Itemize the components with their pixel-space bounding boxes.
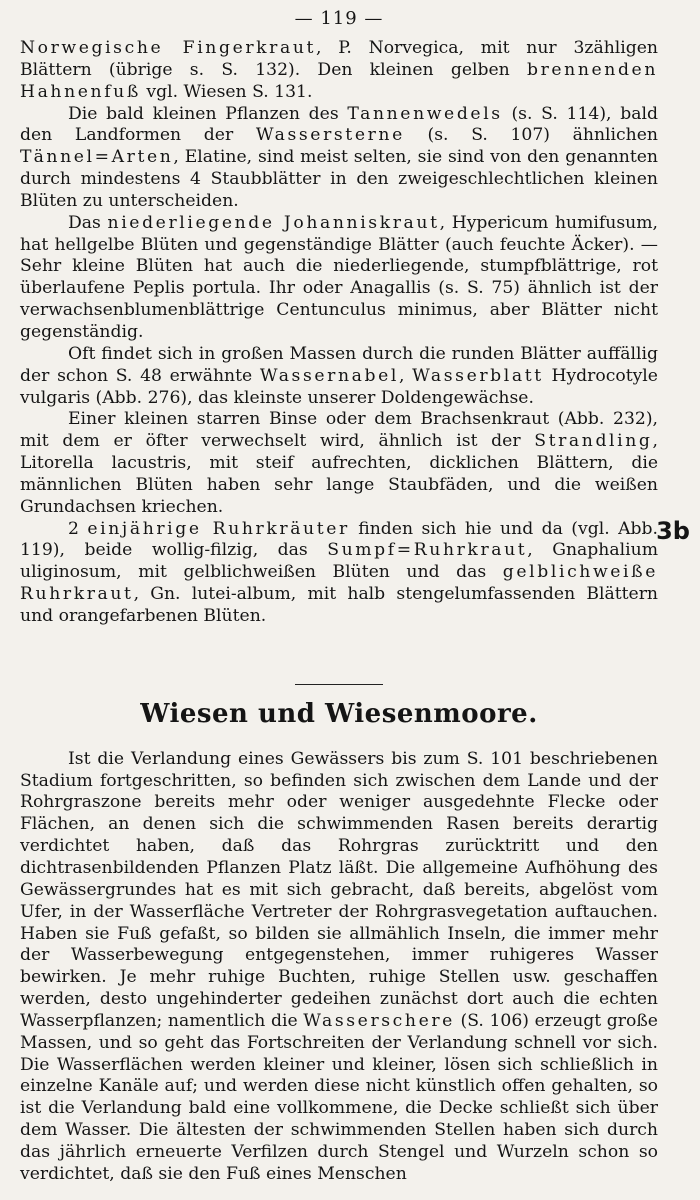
body-text: Oft findet sich in großen Massen durch die runden Blätter auffällig der schon S. 48 erwähnte [20,343,658,386]
section-divider [295,684,383,685]
paragraph-ruhrkraeuter [20,519,658,628]
body-text: , Litorella lacustris, mit steif aufrechten, dicklichen Blättern, die männlichen Blüten haben sehr lange Staubfäden, und die weißen Grundachsen kriechen. [20,431,658,517]
body-text: Das [68,212,108,233]
paragraph-norwegian-cinquefoil [20,38,658,104]
body-text: Hydrocotyle vulgaris (Abb. 276), das kleinste unserer Doldengewächse. [20,365,658,408]
body-text: , [398,365,413,386]
spaced-term: Wasserblatt [412,365,544,386]
section-heading: Wiesen und Wiesenmoore. [140,698,538,729]
spaced-term: einjährige Ruhrkräuter [87,518,350,539]
spaced-term: Sumpf=Ruhrkraut [327,540,528,561]
spaced-term: Wassernabel [259,365,399,386]
spaced-term: niederliegende Johanniskraut [107,212,440,233]
paragraph-wassernabel [20,344,658,410]
body-text: (s. S. 114), bald den Landformen der [20,103,658,146]
margin-note: 3b [656,517,690,545]
spaced-term: Norwegische Fingerkraut [20,38,317,58]
body-text: 2 [68,518,88,539]
body-text: vgl. Wiesen S. 131. [140,81,313,102]
spaced-term: Tannenwedels [347,103,503,124]
body-text: , P. Norvegica, mit nur 3zähligen Blättern (übrige s. S. 132). Den kleinen gelben [20,38,658,80]
body-text: (S. 106) erzeugt große Massen, und so geht das Fortschreiten der Verlandung schnell vor sich. Die Wasserflächen werden kleiner und kleiner, lösen sich schließlich in einzelne Kanäle auf; und werden diese nicht künstlich offen gehalten, so ist die Verlandung bald eine vollkommene, die Decke schließt sich über dem Wasser. Die ältesten der schwimmenden Stellen haben sich durch das jährlich erneuerte Verfilzen durch Stengel und Wurzeln schon so verdichtet, daß sie den Fuß eines Menschen [20,1010,658,1184]
paragraph-tannenwedel [20,104,658,213]
spaced-term: Tännel=Arten [20,147,174,168]
body-text: , Elatine, sind meist selten, sie sind von den genannten durch mindestens 4 Staubblätter in den zweigeschlechtlichen kleinen Blüten zu unterscheiden. [20,147,658,211]
body-text: (s. S. 107) ähnlichen [404,125,658,146]
spaced-term: gelblichweiße Ruhrkraut [20,562,658,605]
paragraph-strandling [20,409,658,518]
body-text: , Gn. lutei-album, mit halb stengelumfassenden Blättern und orangefarbenen Blüten. [20,584,658,626]
paragraph-verlandung [20,749,658,1186]
paragraph-johanniskraut [20,213,658,344]
body-text: finden sich hie und da (vgl. Abb. 119), beide wollig-filzig, das [20,518,658,561]
body-text: , Hypericum humifusum, hat hellgelbe Blüten und gegenständige Blätter (auch feuchte Äcker). — Sehr kleine Blüten hat auch die niederliegende, stumpfblättrige, rot überlaufene Peplis portula. Ihr oder Anagallis (s. S. 75) ähnlich ist der verwachsenblumenblättrige Centunculus minimus, aber Blätter nicht gegenständig. [20,212,659,342]
spaced-term: brennenden Hahnenfuß [20,59,658,102]
body-text: , Gnaphalium uliginosum, mit gelblichweißen Blüten und das [20,540,658,583]
spaced-term: Wasserschere [303,1010,455,1031]
body-text: Die bald kleinen Pflanzen des [68,103,348,124]
spaced-term: Wassersterne [255,125,405,146]
body-text: Ist die Verlandung eines Gewässers bis zum S. 101 beschriebenen Stadium fortgeschritten, so befinden sich zwischen dem Lande und der Rohrgraszone bereits mehr oder weniger ausgedehnte Flecke oder Flächen, an denen sich die schwimmenden Rasen bereits derartig verdichtet haben, daß das Rohrgras zurücktritt und den dichtrasenbildenden Pflanzen Platz läßt. Die allgemeine Aufhöhung des Gewässergrundes hat es mit sich gebracht, daß bereits, abgelöst vom Ufer, in der Wasserfläche Vertreter der Rohrgrasvegetation auftauchen. Haben sie Fuß gefaßt, so bilden sie allmählich Inseln, die immer mehr der Wasserbewegung entgegenstehen, immer ruhigeres Wasser bewirken. Je mehr ruhige Buchten, ruhige Stellen usw. geschaffen werden, desto ungehinderter gedeihen zunächst dort auch die echten Wasserpflanzen; namentlich die [20,748,658,1031]
page-number: — 119 — [294,8,384,29]
spaced-term: Strandling [534,431,653,452]
body-text: Einer kleinen starren Binse oder dem Brachsenkraut (Abb. 232), mit dem er öfter verwechselt wird, ähnlich ist der [20,409,658,452]
